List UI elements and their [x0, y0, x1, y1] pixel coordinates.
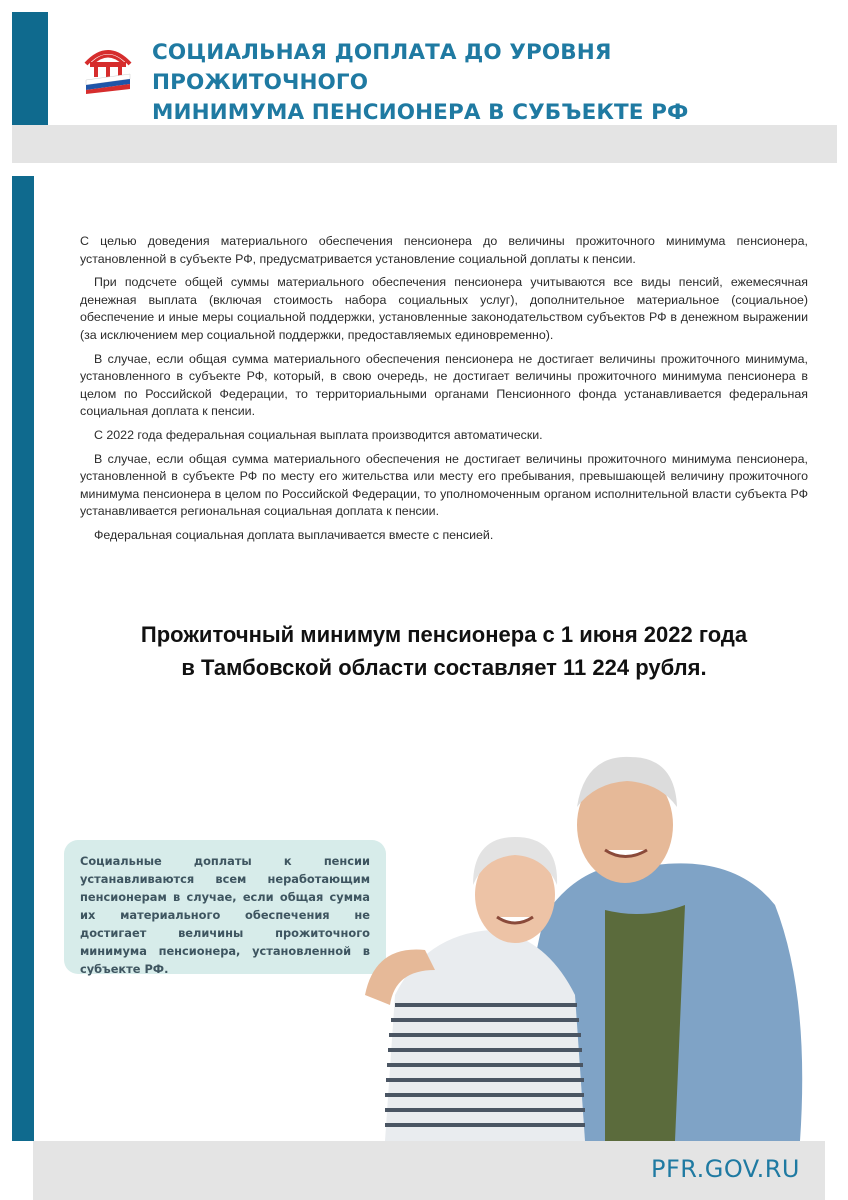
header-accent-bar [12, 12, 48, 125]
highlight-line-1: Прожиточный минимум пенсионера с 1 июня 2022 года [140, 622, 748, 647]
pfr-logo-icon [80, 42, 136, 94]
paragraph-6: Федеральная социальная доплата выплачивается вместе с пенсией. [94, 527, 494, 542]
highlight-line-2: в Тамбовской области составляет 11 224 рубля. [181, 655, 707, 680]
header-grey-band [12, 125, 837, 163]
elderly-couple-photo [355, 745, 825, 1141]
title-line-1: СОЦИАЛЬНАЯ ДОПЛАТА ДО УРОВНЯ ПРОЖИТОЧНОГО [152, 40, 612, 95]
paragraph-1: С целью доведения материального обеспечения пенсионера до величины прожиточного минимума пенсионера, установленной в субъекте РФ, предусматривается установление социальной доплаты к пенсии. [80, 234, 808, 266]
paragraph-5: В случае, если общая сумма материального обеспечения не достигает величины прожиточного минимума пенсионера, установленной в субъекте РФ по месту его жительства или месту его пребывания, превышающей величину прожиточного минимума пенсионера в целом по Российской Федерации, то уполномоченным органом исполнительной власти субъекта РФ устанавливается региональная социальная доплата к пенсии. [80, 451, 808, 519]
callout-box: Социальные доплаты к пенсии устанавливаются всем неработающим пенсионерам в случае, если общая сумма их материального обеспечения не достигает величины прожиточного минимума пенсионера, установленной в субъекте РФ. [64, 840, 386, 974]
title-line-2: МИНИМУМА ПЕНСИОНЕРА В СУБЪЕКТЕ РФ [152, 100, 689, 125]
paragraph-4: С 2022 года федеральная социальная выплата производится автоматически. [94, 427, 543, 442]
side-accent-bar [12, 176, 34, 1141]
footer-website-link[interactable]: PFR.GOV.RU [651, 1155, 800, 1183]
paragraph-3: В случае, если общая сумма материального обеспечения пенсионера не достигает величины прожиточного минимума, установленного в субъекте РФ, который, в свою очередь, не достигает величины прожиточного минимума пенсионера в целом по Российской Федерации, то территориальными органами Пенсионного фонда устанавливается федеральная социальная доплата к пенсии. [80, 351, 808, 419]
page-title [152, 38, 832, 128]
paragraph-2: При подсчете общей суммы материального обеспечения пенсионера учитываются все виды пенсий, ежемесячная денежная выплата (включая стоимость набора социальных услуг), дополнительное материальное (социальное) обеспечение и иные меры социальной поддержки, установленные законодательством субъектов РФ в денежном выражении (за исключением мер социальной поддержки, предоставляемых единовременно). [80, 275, 808, 342]
subsistence-minimum-highlight [40, 618, 848, 684]
body-text [80, 233, 808, 551]
